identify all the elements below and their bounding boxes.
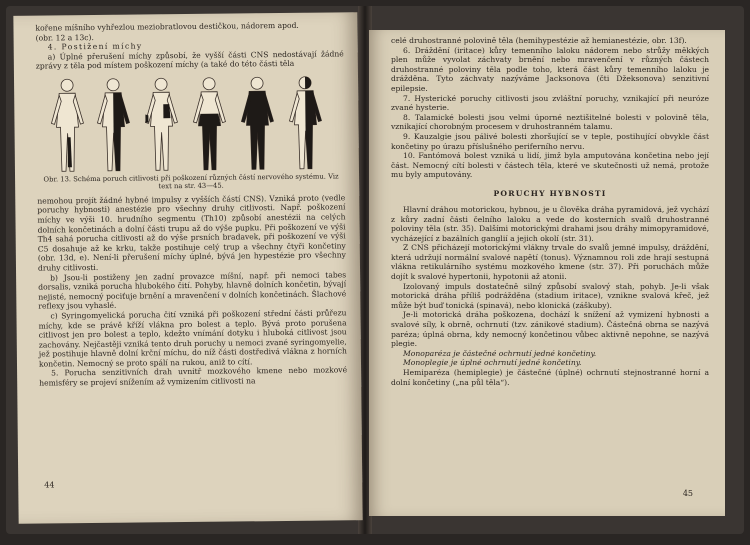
body-figure-3 xyxy=(145,78,178,170)
paragraph-8: 8. Talamické bolesti jsou velmi úporné neztišitelné bolesti v polovině těla, vznikající chorobným procesem v druhostranném talamu. xyxy=(391,112,709,132)
paragraph-10: 10. Fantómová bolest vzniká u lidí, jimž byla amputována končetina nebo její část. Nemocný cítí bolesti v částech těla, které ve skutečnosti už nemá, protože mu byly amputovány. xyxy=(391,151,709,180)
paragraph-9: 9. Kauzalgie jsou pálivé bolesti zhoršující se v teple, postihující obvykle část končetiny po úrazu příslušného periferního nervu. xyxy=(391,131,709,151)
right-page xyxy=(369,30,725,516)
page-number-right: 45 xyxy=(682,489,693,498)
paragraph-top: celé druhostranné polovině těla (hemihypestézie až hemianestézie, obr. 13f). xyxy=(391,36,687,45)
paragraph-motor-1: Hlavní dráhou motorickou, hybnou, je u člověka dráha pyramidová, jež vychází z kůry zadní části čelního laloku a vede do kosterních svalů druhostranné poloviny těla (str. 35). Dalšími motorickými drahami jsou dráhy mimopyramidové, vycházející z bazálních ganglií a jejich okolí (str. 31). xyxy=(391,204,709,243)
paragraph-a: a) Úplné přerušení míchy způsobí, že vyšší části CNS nedostávají žádné zprávy z těla pod místem poškození míchy (a také do této části těla xyxy=(35,49,344,71)
figure-caption: Obr. 13. Schéma poruch citlivosti při poškození různých částí nervového systému. Viz text na str. 43—45. xyxy=(43,172,339,191)
open-book xyxy=(6,6,744,534)
page-number-left: 44 xyxy=(44,480,55,490)
paragraph-motor-5: Monoparéza je částečné ochrnutí jedné končetiny. xyxy=(403,348,597,358)
paragraph-b: b) Jsou-li postiženy jen zadní provazce míšní, např. při nemoci tabes dorsalis, vzniká porucha hlubokého čití. Pohyby, hlavně dolních končetin, bývají nejisté, nemocný pociťuje brnění a mravenčení v dolních končetinách. Šlachové reflexy jsou vyhaslé. xyxy=(38,269,347,311)
paragraph-c: c) Syringomyelická porucha čití vzniká při poškození střední části průřezu míchy, kde se právě kříží vlákna pro bolest a teplo. Bývá proto porušena citlivost jen pro bolest a teplo, kdežto vnímání dotyku i hluboká citlivost jsou zachovány. Nejčastěji vzniká tento druh poruchy u nemoci zvané syringomyelie, jež postihuje hlavně dolní krční míchu, do níž části dostředivá vlákna z horních končetin. Nemocný se proto spálí na rukou, aniž to cítí. xyxy=(38,308,347,369)
section-heading-4: 4. Postižení míchy xyxy=(47,41,143,52)
sensory-map-figure xyxy=(45,72,336,173)
paragraph-motor-7: Hemiparéza (hemiplegie) je částečné (úplné) ochrnutí stejnostranné horní a dolní končetiny („na půl těla“). xyxy=(391,368,709,387)
text-line: (obr. 12 a 13c). xyxy=(35,32,94,43)
paragraph-motor-6: Monoplegie je úplné ochrnutí jedné končetiny. xyxy=(403,358,582,368)
left-page xyxy=(13,12,362,524)
body-figure-1 xyxy=(51,79,84,171)
figure-outlines xyxy=(51,77,322,172)
paragraph-5: 5. Porucha senzitivních drah uvnitř mozkového kmene nebo mozkové hemisféry se projeví snížením až vymizením citlivosti na xyxy=(39,365,348,388)
paragraph-a-continued: nemohou projít žádné hybné impulsy z vyšších částí CNS). Vzniká proto (vedle poruchy hybnosti) anestézie pro všechny druhy citlivosti. Např. poškození míchy ve výši 10. hrudního segmentu (Th10) způsobí anestézii na celých dolních končetinách a dolní části trupu až do výše pupku. Při poškození ve výši Th4 sahá porucha citlivosti až do výše prsních bradavek, při poškození ve výši C5 dosahuje až ke krku, takže postihuje celý trup a všechny čtyři končetiny (obr. 13d, e). Není-li přerušení míchy úplné, bývá jen hypestézie pro všechny druhy citlivosti. xyxy=(37,193,346,273)
paragraph-motor-4: Je-li motorická dráha poškozena, dochází k snížení až vymizení hybnosti a svalové síly, k obrně, ochrnutí (tzv. zánikové stadium). Částečná obrna se nazývá paréza; úplná obrna, kdy nemocný končetinou vůbec aktivně nepohne, se nazývá plegie. xyxy=(391,310,709,349)
paragraph-motor-2: Z CNS přicházejí motorickými vlákny trvale do svalů jemné impulsy, dráždění, která udržují normální svalové napětí (tonus). Významnou roli zde hrají sestupná vlákna retikulárního systému mozkového kmene (str. 37). Při poruchách může dojít k svalové hypertonii, hypotonii až atonii. xyxy=(391,243,709,282)
paragraph-7: 7. Hysterické poruchy citlivosti jsou zvláštní poruchy, vznikající při neuróze zvané hysterie. xyxy=(391,93,709,113)
paragraph-6: 6. Dráždění (iritace) kůry temenního laloku nádorem nebo strůžy měkkých plen může vyvolat záchvaty brnění nebo mravenčení v různých částech druhostranné poloviny těla podle toho, která část kůry temenního laloku je drážděna. Tyto záchvaty nazýváme Jacksonova (čti Džeksonova) senzitivní epilepsie. xyxy=(391,45,709,93)
paragraph-motor-3: Izolovaný impuls dostatečně silný způsobí svalový stah, pohyb. Je-li však motorická dráha příliš podrážděna (stadium iritace), vznikne svalová křeč, jež může být buď tonická (spinavá), nebo klonická (záškuby). xyxy=(391,281,709,310)
text-line: kořene míšního vyhřezlou meziobratlovou destičkou, nádorem apod. xyxy=(35,20,299,33)
section-heading-motor: PORUCHY HYBNOSTI xyxy=(493,188,607,198)
